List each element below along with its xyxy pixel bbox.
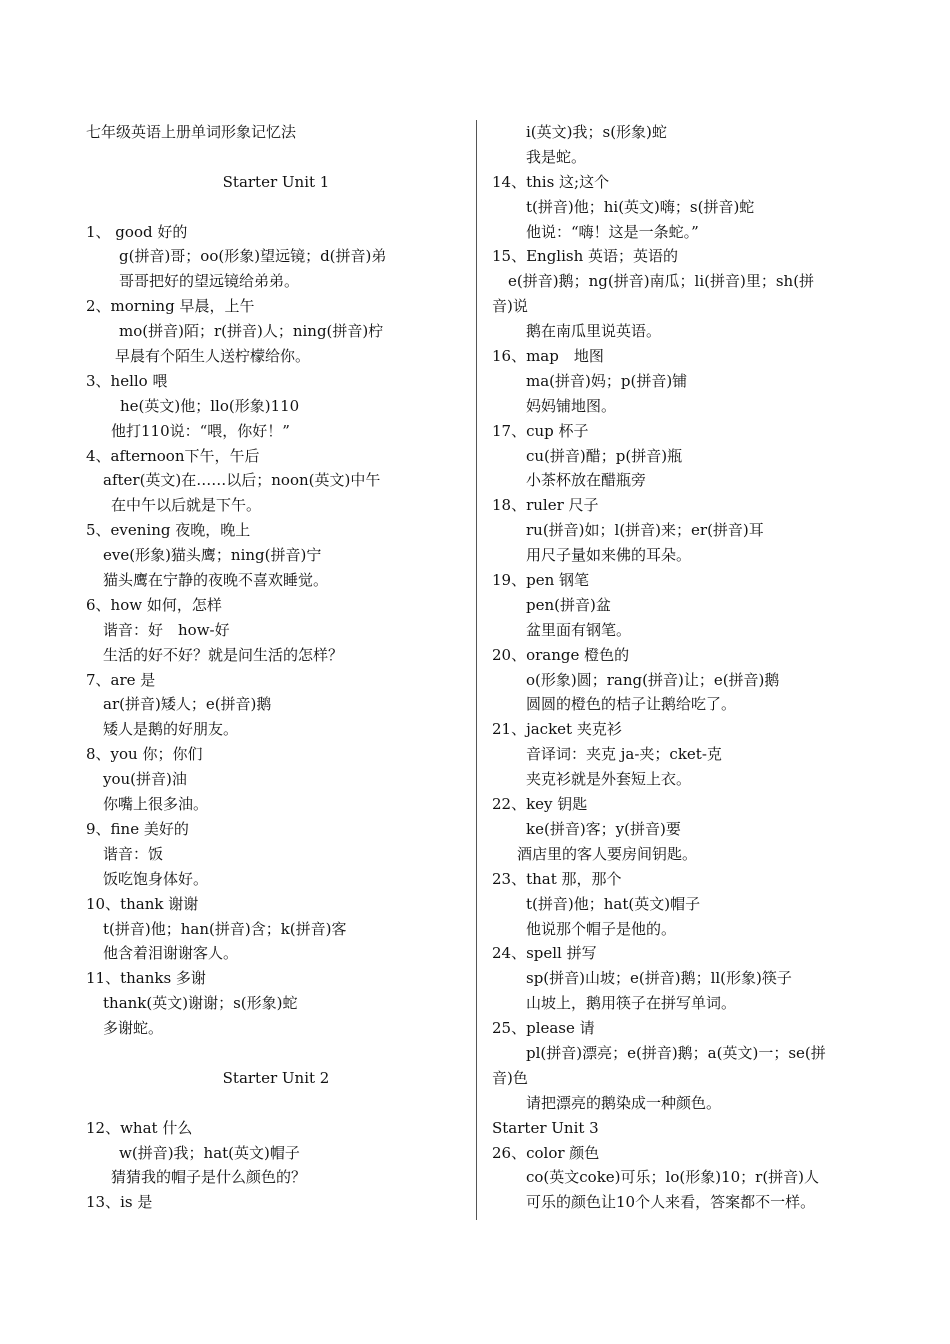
unit-heading-2: Starter Unit 2: [222, 1068, 330, 1087]
entry-mnemonic: 生活的好不好？就是问生活的怎样？: [103, 645, 344, 664]
entry-breakdown: he(英文)他；llo(形象)110: [120, 396, 300, 415]
entry-mnemonic: 在中午以后就是下午。: [111, 496, 262, 515]
entry-heading: 26、color 颜色: [492, 1143, 600, 1162]
blank-line: [86, 145, 466, 170]
entry-mnemonic: 他说那个帽子是他的。: [526, 919, 677, 938]
entry-heading: 12、what 什么: [86, 1118, 193, 1137]
entry-breakdown: you(拼音)油: [103, 770, 187, 789]
entry-mnemonic: 他含着泪谢谢客人。: [103, 944, 239, 963]
entry-breakdown: i(英文)我；s(形象)蛇: [526, 123, 667, 141]
entry-breakdown: mo(拼音)陌；r(拼音)人；ning(拼音)柠: [119, 322, 384, 341]
entry-breakdown: ar(拼音)矮人；e(拼音)鹅: [103, 695, 272, 714]
entry-mnemonic: 圆圆的橙色的桔子让鹅给吃了。: [526, 695, 737, 714]
entry-mnemonic: 请把漂亮的鹅染成一种颜色。: [526, 1093, 722, 1112]
entry-breakdown: co(英文coke)可乐；lo(形象)10；r(拼音)人: [526, 1168, 820, 1187]
entry-heading: 16、map 地图: [492, 347, 604, 366]
entry-heading: 3、hello 喂: [86, 371, 168, 390]
entry-breakdown: thank(英文)谢谢；s(形象)蛇: [103, 994, 298, 1013]
entry-heading: 21、jacket 夹克衫: [492, 720, 622, 739]
entry-mnemonic: 哥哥把好的望远镜给弟弟。: [119, 272, 300, 291]
column-divider: [476, 120, 477, 1220]
entry-heading: 6、how 如何，怎样: [86, 595, 222, 614]
entry-mnemonic: 多谢蛇。: [103, 1019, 164, 1038]
entry-breakdown: o(形象)圆；rang(拼音)让；e(拼音)鹅: [526, 670, 780, 689]
entry-breakdown: pl(拼音)漂亮；e(拼音)鹅；a(英文)一；se(拼: [526, 1043, 826, 1062]
entry-heading: 8、you 你；你们: [86, 745, 203, 764]
entry-heading: 24、spell 拼写: [492, 944, 597, 963]
entry-mnemonic: 小茶杯放在醋瓶旁: [526, 471, 647, 490]
blank-line: [86, 1091, 466, 1116]
entry-breakdown: cu(拼音)醋；p(拼音)瓶: [526, 446, 683, 465]
entry-mnemonic: 你嘴上很多油。: [103, 795, 209, 814]
left-column: [86, 120, 466, 1215]
unit-heading-1: Starter Unit 1: [222, 172, 330, 191]
entry-mnemonic: 猜猜我的帽子是什么颜色的？: [111, 1168, 307, 1187]
entry-heading: 19、pen 钢笔: [492, 571, 589, 590]
entry-mnemonic: 早晨有个陌生人送柠檬给你。: [115, 347, 311, 366]
entry-heading: 15、English 英语；英语的: [492, 247, 679, 266]
entry-heading: 5、evening 夜晚，晚上: [86, 521, 251, 540]
document-title: 七年级英语上册单词形象记忆法: [86, 123, 297, 141]
entry-heading: 10、thank 谢谢: [86, 894, 199, 913]
entry-heading: 4、afternoon下午，午后: [86, 446, 260, 465]
entry-mnemonic: 妈妈铺地图。: [526, 396, 617, 415]
entry-heading: 7、are 是: [86, 670, 156, 689]
entry-heading: 14、this 这;这个: [492, 172, 610, 191]
entry-breakdown: t(拼音)他；hi(英文)嗨；s(拼音)蛇: [526, 197, 755, 216]
right-column: [492, 120, 882, 1215]
entry-mnemonic: 用尺子量如来佛的耳朵。: [526, 546, 692, 565]
entry-breakdown: t(拼音)他；han(拼音)含；k(拼音)客: [103, 919, 347, 938]
entry-mnemonic: 他打110说：“喂，你好！”: [111, 421, 290, 440]
entry-mnemonic: 他说：“嗨！这是一条蛇。”: [526, 222, 699, 241]
entry-breakdown: ma(拼音)妈；p(拼音)铺: [526, 371, 688, 390]
entry-breakdown: ru(拼音)如；l(拼音)来；er(拼音)耳: [526, 521, 764, 540]
entry-breakdown-continued: 音)色: [492, 1068, 528, 1087]
entry-mnemonic: 矮人是鹅的好朋友。: [103, 720, 239, 739]
entry-breakdown: 音译词：夹克 ja-夹；cket-克: [526, 745, 722, 764]
entry-breakdown: eve(形象)猫头鹰；ning(拼音)宁: [103, 546, 322, 565]
entry-mnemonic: 山坡上，鹅用筷子在拼写单词。: [526, 994, 737, 1013]
blank-line: [86, 195, 466, 220]
entry-breakdown: 谐音：饭: [103, 844, 164, 863]
entry-heading: 2、morning 早晨，上午: [86, 297, 255, 316]
entry-breakdown: after(英文)在……以后；noon(英文)中午: [103, 471, 381, 490]
entry-mnemonic: 可乐的颜色让10个人来看，答案都不一样。: [526, 1193, 816, 1212]
entry-heading: 20、orange 橙色的: [492, 645, 630, 664]
entry-mnemonic: 盆里面有钢笔。: [526, 620, 632, 639]
entry-heading: 17、cup 杯子: [492, 421, 589, 440]
entry-breakdown: sp(拼音)山坡；e(拼音)鹅；ll(形象)筷子: [526, 969, 792, 988]
entry-breakdown-continued: 音)说: [492, 297, 528, 316]
entry-mnemonic: 鹅在南瓜里说英语。: [526, 322, 662, 341]
entry-mnemonic: 酒店里的客人要房间钥匙。: [517, 844, 698, 863]
entry-heading: 25、please 请: [492, 1019, 595, 1038]
entry-breakdown: pen(拼音)盆: [526, 595, 611, 614]
entry-mnemonic: 饭吃饱身体好。: [103, 869, 209, 888]
entry-heading: 1、 good 好的: [86, 222, 188, 241]
entry-breakdown: g(拼音)哥；oo(形象)望远镜；d(拼音)弟: [119, 247, 387, 266]
entry-breakdown: w(拼音)我；hat(英文)帽子: [119, 1143, 300, 1162]
entry-breakdown: e(拼音)鹅；ng(拼音)南瓜；li(拼音)里；sh(拼: [508, 272, 815, 291]
entry-breakdown: t(拼音)他；hat(英文)帽子: [526, 894, 701, 913]
entry-mnemonic: 猫头鹰在宁静的夜晚不喜欢睡觉。: [103, 571, 329, 590]
entry-breakdown: ke(拼音)客；y(拼音)要: [526, 819, 681, 838]
entry-breakdown: 谐音：好 how-好: [103, 620, 230, 639]
entry-heading: 11、thanks 多谢: [86, 969, 206, 988]
entry-heading: 13、is 是: [86, 1193, 153, 1212]
unit-heading-3: Starter Unit 3: [492, 1118, 599, 1137]
entry-heading: 9、fine 美好的: [86, 819, 189, 838]
entry-heading: 23、that 那，那个: [492, 869, 622, 888]
entry-heading: 22、key 钥匙: [492, 795, 588, 814]
blank-line: [86, 1041, 466, 1066]
entry-mnemonic: 夹克衫就是外套短上衣。: [526, 770, 692, 789]
entry-mnemonic: 我是蛇。: [526, 147, 587, 166]
entry-heading: 18、ruler 尺子: [492, 496, 599, 515]
